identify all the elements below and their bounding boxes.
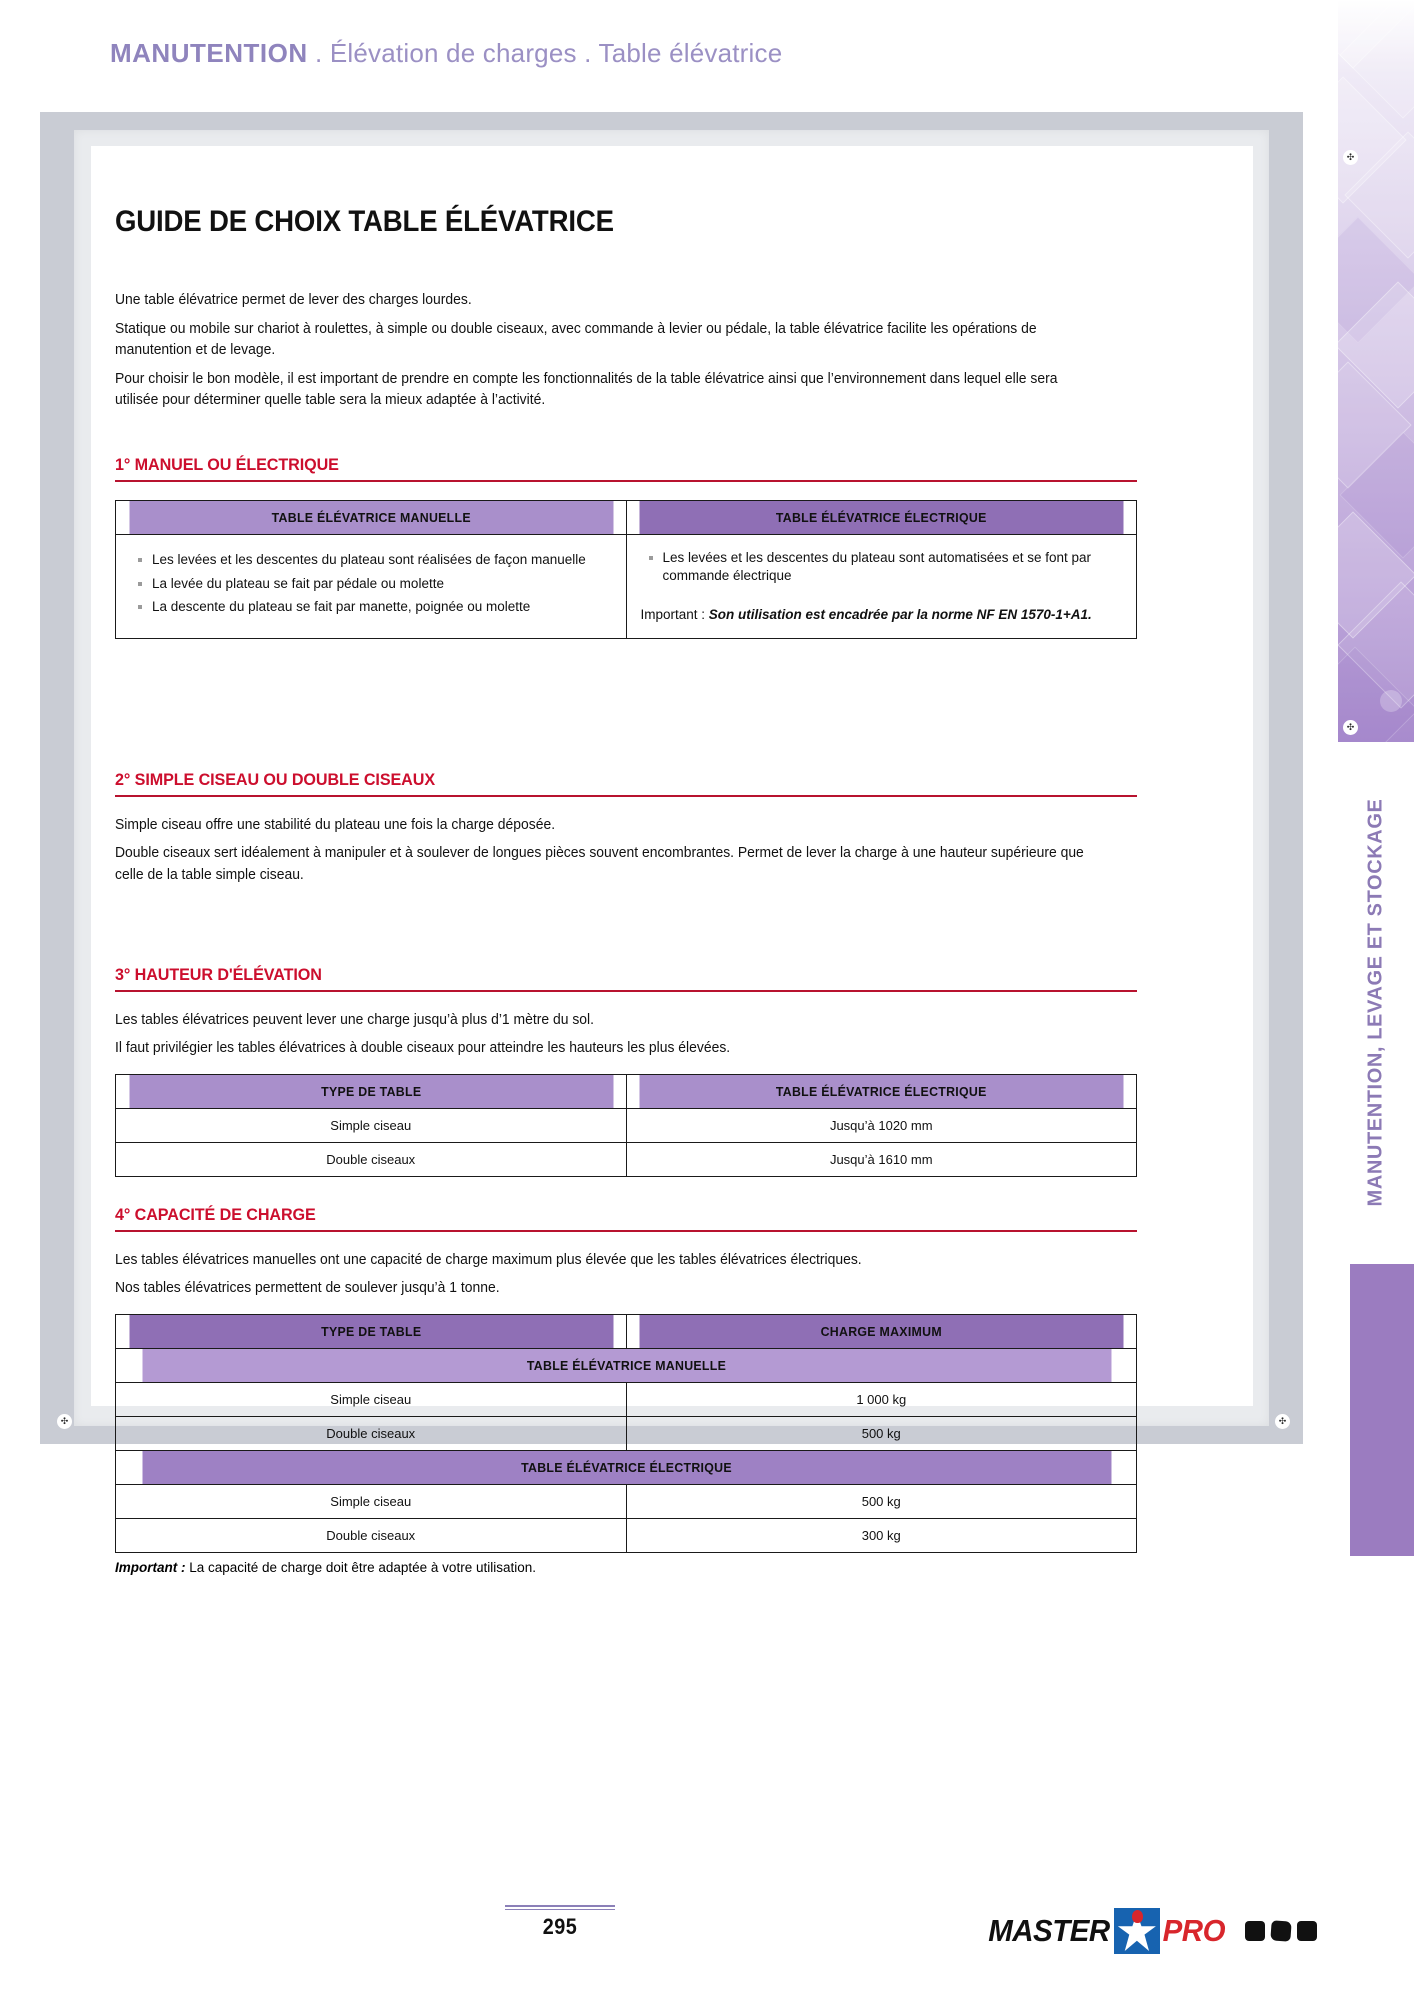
section-2-body [115, 815, 1137, 887]
section-2-paragraph-1: Simple ciseau offre une stabilité du plateau une fois la charge déposée. [115, 816, 556, 833]
important-text: Son utilisation est encadrée par la norme NF EN 1570-1+A1. [708, 606, 1092, 622]
cell-value: Jusqu’à 1610 mm [626, 1143, 1137, 1177]
table-row [116, 534, 1137, 638]
section-2-rule [115, 795, 1137, 797]
side-category-label [1338, 742, 1414, 1262]
cell-manuelle-bullets [116, 534, 627, 638]
square-3 [1297, 1921, 1317, 1941]
cell-type: Double ciseaux [116, 1417, 627, 1451]
table-hauteur-elevation [115, 1074, 1137, 1177]
col-header-charge-maximum: CHARGE MAXIMUM [639, 1315, 1124, 1349]
col-header-table-electrique: TABLE ÉLÉVATRICE ÉLECTRIQUE [639, 1075, 1124, 1109]
table-group-row [116, 1451, 1137, 1485]
list-item: La descente du plateau se fait par manette, poignée ou molette [136, 598, 612, 616]
logo-squares-icon [1245, 1921, 1317, 1941]
breadcrumb-separator-2: . [576, 38, 599, 68]
table-row [116, 1485, 1137, 1519]
cell-value: 300 kg [626, 1519, 1137, 1553]
table-row [116, 1109, 1137, 1143]
section-1-title: 1° MANUEL OU ÉLECTRIQUE [115, 455, 339, 474]
section-capacite-de-charge [115, 1205, 1137, 1575]
cell-type: Double ciseaux [116, 1143, 627, 1177]
table-row [116, 1383, 1137, 1417]
section-3-paragraph-2: Il faut privilégier les tables élévatrices à double ciseaux pour atteindre les hauteurs les plus élevées. [115, 1040, 731, 1057]
ornament-dot-bottom-left: ✣ [57, 1414, 72, 1429]
section-4-paragraph-1: Les tables élévatrices manuelles ont une capacité de charge maximum plus élevée que les tables élévatrices électriques. [115, 1251, 862, 1268]
intro-paragraph-2: Statique ou mobile sur chariot à roulettes, à simple ou double ciseaux, avec commande à levier ou pédale, la table élévatrice facilite les opérations de manutention et de levage. [115, 321, 1037, 359]
section-3-body [115, 1010, 1137, 1061]
flame-icon [1132, 1910, 1143, 1923]
cell-type: Simple ciseau [116, 1383, 627, 1417]
section-1-rule [115, 480, 1137, 482]
footnote-label: Important : [115, 1560, 190, 1575]
cell-electrique-bullets [626, 534, 1137, 638]
page-title: GUIDE DE CHOIX TABLE ÉLÉVATRICE [115, 205, 614, 238]
logo-master-text: MASTER [988, 1913, 1110, 1948]
bullet-list-manuelle [130, 551, 612, 616]
cell-type: Simple ciseau [116, 1109, 627, 1143]
logo-pro-text: PRO [1162, 1913, 1225, 1948]
ornament-dot-strip-bottom: ✣ [1343, 720, 1358, 735]
intro-block [115, 290, 1137, 419]
list-item: La levée du plateau se fait par pédale ou molette [136, 575, 612, 593]
cell-value: 1 000 kg [626, 1383, 1137, 1417]
cell-type: Simple ciseau [116, 1485, 627, 1519]
intro-paragraph-1: Une table élévatrice permet de lever des charges lourdes. [115, 292, 472, 308]
section-4-body [115, 1250, 1137, 1301]
square-2 [1270, 1920, 1291, 1941]
important-note-electrique [641, 607, 1123, 622]
list-item: Les levées et les descentes du plateau sont réalisées de façon manuelle [136, 551, 612, 569]
decorative-strip [1338, 0, 1414, 742]
section-3-title: 3° HAUTEUR D'ÉLÉVATION [115, 965, 322, 984]
footer-page-number [505, 1905, 615, 1940]
square-1 [1245, 1921, 1265, 1941]
col-header-type-de-table: TYPE DE TABLE [128, 1075, 613, 1109]
intro-paragraph-3: Pour choisir le bon modèle, il est important de prendre en compte les fonctionnalités de la table élévatrice ainsi que l’environnement dans lequel elle sera utilisée pour déterminer quelle table sera la mieux adaptée à l’activité. [115, 371, 1058, 409]
side-category-text: MANUTENTION, LEVAGE ET STOCKAGE [1364, 798, 1387, 1206]
section-2-title: 2° SIMPLE CISEAU OU DOUBLE CISEAUX [115, 770, 436, 789]
section-4-paragraph-2: Nos tables élévatrices permettent de soulever jusqu’à 1 tonne. [115, 1280, 500, 1297]
table-row [116, 1417, 1137, 1451]
section-3-paragraph-1: Les tables élévatrices peuvent lever une charge jusqu’à plus d’1 mètre du sol. [115, 1011, 594, 1028]
table-group-row [116, 1349, 1137, 1383]
table-manuel-vs-electrique [115, 500, 1137, 639]
bullet-list-electrique [641, 549, 1123, 585]
cell-value: 500 kg [626, 1417, 1137, 1451]
breadcrumb [110, 38, 782, 69]
section-hauteur-elevation [115, 965, 1137, 1177]
breadcrumb-category: MANUTENTION [110, 38, 308, 68]
col-header-manuelle: TABLE ÉLÉVATRICE MANUELLE [128, 500, 613, 534]
footer-rule-bottom [505, 1909, 615, 1910]
page-number: 295 [542, 1914, 578, 1939]
master-pro-logo [985, 1908, 1317, 1954]
list-item: Les levées et les descentes du plateau sont automatisées et se font par commande électrique [647, 549, 1123, 585]
group-header-manuelle: TABLE ÉLÉVATRICE MANUELLE [141, 1349, 1111, 1383]
table-row [116, 1143, 1137, 1177]
section-4-footnote [115, 1560, 1137, 1575]
breadcrumb-separator-1: . [307, 38, 330, 68]
col-header-type-de-table: TYPE DE TABLE [128, 1315, 613, 1349]
table-row [116, 1519, 1137, 1553]
breadcrumb-subcategory: Élévation de charges [329, 38, 577, 68]
table-header-row [116, 1315, 1137, 1349]
col-header-electrique: TABLE ÉLÉVATRICE ÉLECTRIQUE [639, 500, 1124, 534]
table-header-row [116, 1075, 1137, 1109]
ornament-dot-bottom-right: ✣ [1275, 1414, 1290, 1429]
table-header-row [116, 500, 1137, 534]
ornament-dot-strip-top: ✣ [1343, 150, 1358, 165]
footer-rule-top [505, 1905, 615, 1907]
section-manuel-ou-electrique [115, 455, 1137, 639]
section-4-title: 4° CAPACITÉ DE CHARGE [115, 1205, 316, 1224]
breadcrumb-product: Table élévatrice [598, 38, 783, 68]
section-4-rule [115, 1230, 1137, 1232]
section-simple-ou-double-ciseaux [115, 770, 1137, 894]
cell-value: 500 kg [626, 1485, 1137, 1519]
cell-type: Double ciseaux [116, 1519, 627, 1553]
footnote-text: La capacité de charge doit être adaptée à votre utilisation. [189, 1560, 536, 1575]
group-header-electrique: TABLE ÉLÉVATRICE ÉLECTRIQUE [141, 1451, 1111, 1485]
side-color-band [1350, 1264, 1414, 1556]
table-capacite-de-charge [115, 1314, 1137, 1553]
section-3-rule [115, 990, 1137, 992]
section-2-paragraph-2: Double ciseaux sert idéalement à manipuler et à soulever de longues pièces souvent encombrantes. Permet de lever la charge à une hauteur supérieure que celle de la table simple ciseau. [115, 845, 1084, 883]
cell-value: Jusqu’à 1020 mm [626, 1109, 1137, 1143]
star-icon [1114, 1908, 1160, 1954]
important-label: Important : [640, 606, 709, 622]
